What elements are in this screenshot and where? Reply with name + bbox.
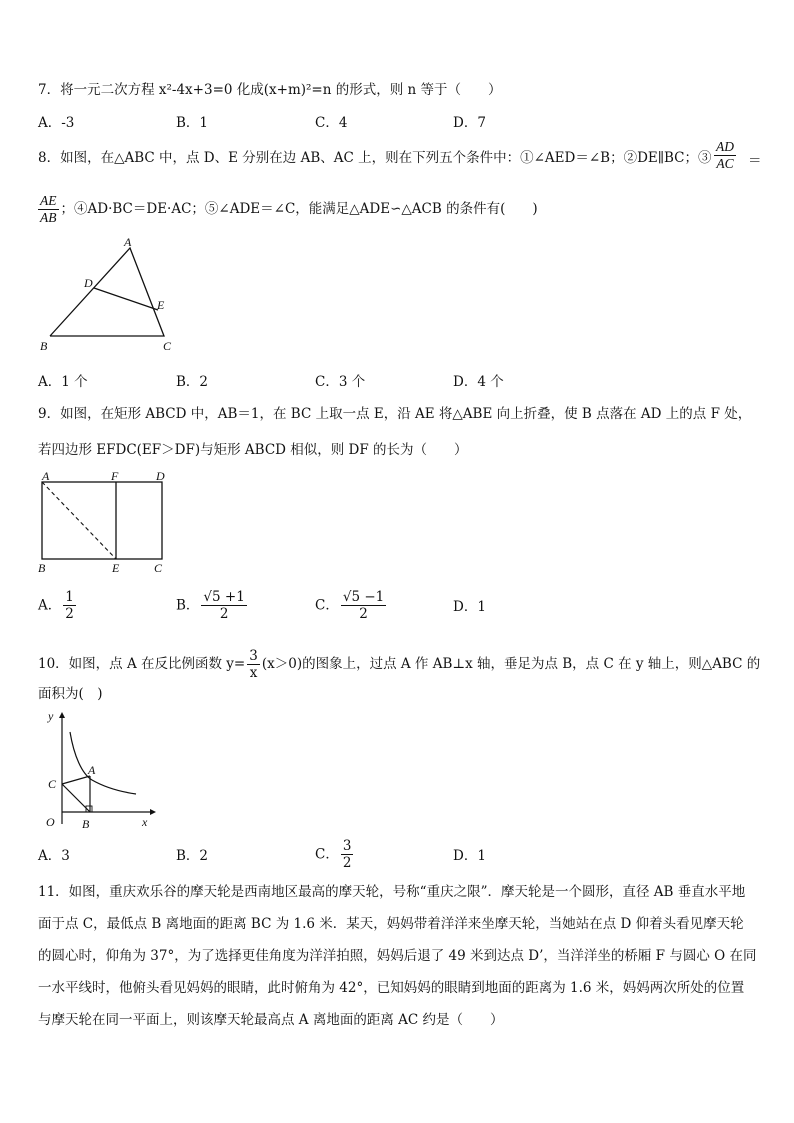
q9-stem-line2: 若四边形 EFDC(EF＞DF)与矩形 ABCD 相似，则 DF 的长为（ ） bbox=[38, 442, 468, 458]
q10-label-x: x bbox=[142, 815, 148, 829]
q8-stem-part1: 8．如图，在△ABC 中，点 D、E 分别在边 AB、AC 上，则在下列五个条件中：①∠AED＝∠B；②DE∥BC；③ bbox=[38, 150, 712, 166]
q8-label-d: D bbox=[84, 276, 93, 290]
q11-stem-line3: 的圆心时，仰角为 37°，为了选择更佳角度为洋洋拍照，妈妈后退了 49 米到达点 D’，当洋洋坐的桥厢 F 与圆心 O 在同 bbox=[38, 948, 757, 964]
q10-label-b: B bbox=[82, 817, 90, 830]
q9-label-b: B bbox=[38, 561, 46, 575]
q9-stem-line1: 9．如图，在矩形 ABCD 中，AB＝1，在 BC 上取一点 E，沿 AE 将△ABE 向上折叠，使 B 点落在 AD 上的点 F 处， bbox=[38, 406, 752, 422]
q8-label-c: C bbox=[163, 339, 172, 353]
q10-option-a: A．3 bbox=[38, 848, 70, 864]
q10-label-c: C bbox=[48, 777, 57, 791]
q10-label-y: y bbox=[48, 709, 54, 723]
q11-stem-line5: 与摩天轮在同一平面上，则该摩天轮最高点 A 离地面的距离 AC 约是（ ） bbox=[38, 1012, 504, 1028]
q9-rectangle-figure bbox=[34, 470, 174, 578]
q7-option-d: D．7 bbox=[453, 115, 486, 131]
q9-label-f: F bbox=[111, 470, 119, 483]
q8-label-e: E bbox=[157, 298, 165, 312]
q9-label-e: E bbox=[112, 561, 120, 575]
q10-option-c: C． $\frac{3}{2}$ bbox=[315, 838, 352, 871]
q9-label-a: A bbox=[42, 470, 50, 483]
q11-stem-line2: 面于点 C，最低点 B 离地面的距离 BC 为 1.6 米．某天，妈妈带着洋洋来坐摩天轮，当她站在点 D 仰着头看见摩天轮 bbox=[38, 916, 744, 932]
q8-stem-part2: ；④AD·BC＝DE·AC；⑤∠ADE＝∠C，能满足△ADE∽△ACB 的条件有( ) bbox=[60, 201, 538, 217]
q9-label-c: C bbox=[154, 561, 163, 575]
q8-fraction-ad-ac: $\frac{AD}{AC}$ bbox=[716, 139, 734, 171]
q7-option-a: A．-3 bbox=[38, 115, 75, 131]
q8-option-a: A．1 个 bbox=[38, 374, 88, 390]
q8-option-d: D．4 个 bbox=[453, 374, 504, 390]
q8-equals: ＝ bbox=[748, 153, 762, 169]
q7-option-b: B．1 bbox=[176, 115, 209, 131]
q8-label-b: B bbox=[40, 339, 48, 353]
q10-option-d: D．1 bbox=[453, 848, 486, 864]
q9-option-b: B． $\frac{√5 +1}{2}$ bbox=[176, 589, 245, 622]
q8-option-b: B．2 bbox=[176, 374, 209, 390]
q10-fraction-3-x: $\frac{3}{x}$ bbox=[249, 648, 258, 681]
q8-triangle-figure bbox=[36, 232, 186, 357]
q8-stem-line2 bbox=[38, 193, 538, 226]
q11-stem-line1: 11．如图，重庆欢乐谷的摩天轮是西南地区最高的摩天轮，号称“重庆之限”．摩天轮是一个圆形，直径 AB 垂直水平地 bbox=[38, 884, 746, 900]
q9-label-d: D bbox=[156, 470, 165, 483]
q10-graph-figure bbox=[40, 708, 160, 830]
q8-option-c: C．3 个 bbox=[315, 374, 366, 390]
q10-stem-line2: 面积为( ) bbox=[38, 686, 103, 702]
q7-option-c: C．4 bbox=[315, 115, 348, 131]
q10-label-o: O bbox=[46, 815, 55, 829]
q11-stem-line4: 一水平线时，他俯头看见妈妈的眼睛，此时俯角为 42°，已知妈妈的眼睛到地面的距离为 1.6 米，妈妈两次所处的位置 bbox=[38, 980, 745, 996]
q7-stem: 7．将一元二次方程 x²-4x+3=0 化成(x+m)²=n 的形式，则 n 等于（ ） bbox=[38, 82, 502, 98]
q8-stem-line1 bbox=[38, 148, 712, 168]
q9-option-a: A． $\frac{1}{2}$ bbox=[38, 589, 74, 622]
q9-option-d: D．1 bbox=[453, 599, 486, 615]
q8-fraction-ae-ab: $\frac{AE}{AB}$ bbox=[40, 193, 57, 225]
q9-option-c: C． $\frac{√5 -1}{2}$ bbox=[315, 589, 385, 622]
q10-stem-line1: 10．如图，点 A 在反比例函数 y= $\frac{3}{x}$ (x＞0)的图象上，过点 A 作 AB⊥x 轴，垂足为点 B，点 C 在 y 轴上，则△ABC 的 bbox=[38, 648, 761, 681]
q10-label-a: A bbox=[88, 763, 96, 777]
q10-option-b: B．2 bbox=[176, 848, 209, 864]
q8-label-a: A bbox=[124, 235, 132, 249]
